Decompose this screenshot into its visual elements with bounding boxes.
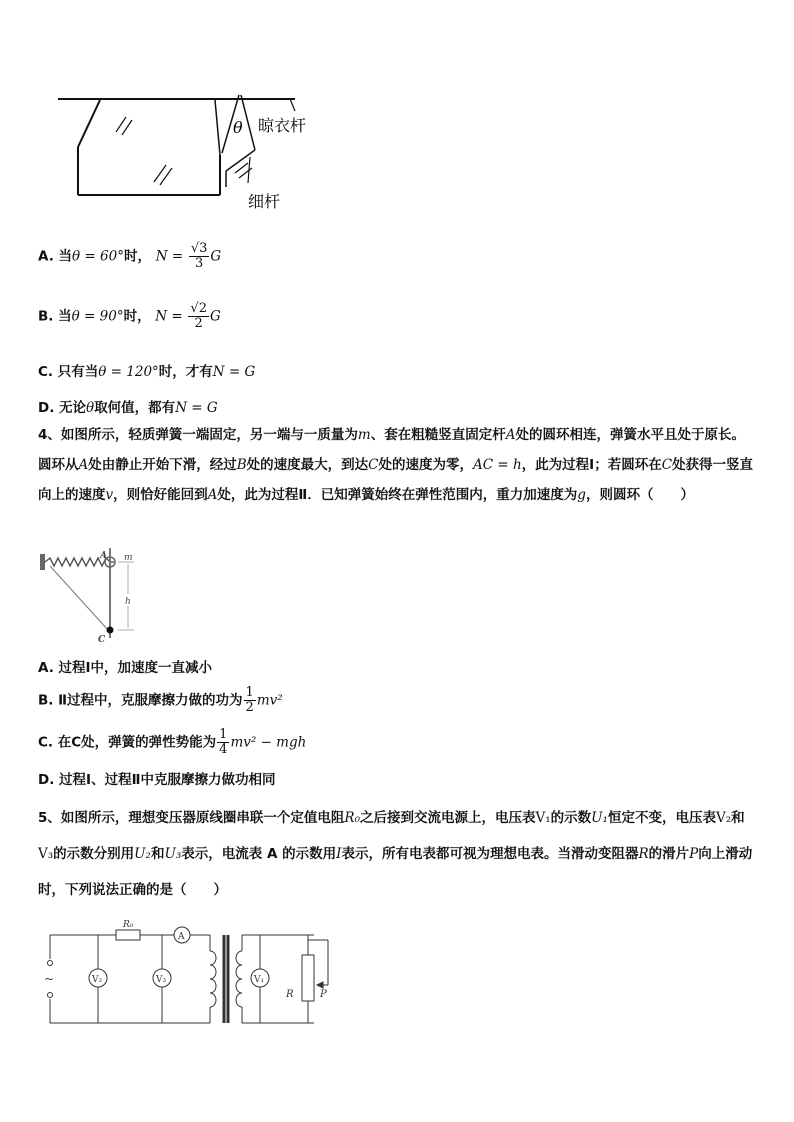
label-r: R [286, 989, 294, 1000]
q3-option-d[interactable]: D. 无论θ取何值，都有N = G [38, 400, 218, 416]
ac-source-icon: ~ [44, 972, 55, 986]
label-p: P [320, 989, 327, 1000]
q4-option-b[interactable]: B. Ⅱ过程中，克服摩擦力做的功为 $\frac{1}{2}$ mv² [38, 685, 283, 715]
rod-label: 细杆 [248, 192, 281, 211]
q4-option-d[interactable]: D. 过程Ⅰ、过程Ⅱ中克服摩擦力做功相同 [38, 772, 276, 788]
label-h: h [125, 597, 131, 607]
q3-option-a[interactable]: A. 当θ = 60°时， N = $\frac{√3}{3}$ G [38, 241, 222, 271]
fraction: $\frac{1}{2}$ [245, 685, 254, 715]
spring-ring-figure [38, 548, 148, 648]
clothes-rail-figure [50, 85, 307, 215]
label-v3: V₃ [156, 975, 167, 985]
fraction: $\frac{1}{4}$ [219, 727, 228, 757]
question-5-stem: 5、如图所示，理想变压器原线圈串联一个定值电阻R₀之后接到交流电源上，电压表V₁的示数U₁恒定不变，电压表V₂和V₃的示数分别用U₂和U₃表示，电流表 A 的示数用I表示，所有电表都可视为理想电表。当滑动变阻器R的滑片P向上滑动时，下列说法正确的是（ ） [38, 810, 753, 898]
label-v2: V₂ [92, 975, 103, 985]
label-v1: V₁ [254, 975, 265, 985]
label-ammeter: A [178, 932, 185, 942]
rail-label: 晾衣杆 [258, 116, 307, 135]
label-c: C [98, 635, 106, 645]
label-m: m [124, 553, 133, 563]
q3-option-b[interactable]: B. 当θ = 90°时， N = $\frac{√2}{2}$ G [38, 301, 221, 331]
label-a: A [100, 551, 107, 561]
transformer-circuit [38, 915, 338, 1030]
theta-label: θ [233, 118, 243, 137]
q4-option-a[interactable]: A. 过程Ⅰ中，加速度一直减小 [38, 660, 213, 676]
q3-option-c[interactable]: C. 只有当θ = 120°时，才有N = G [38, 364, 256, 380]
label-r0: R₀ [123, 920, 134, 930]
question-4-stem: 4、如图所示，轻质弹簧一端固定，另一端与一质量为m、套在粗糙竖直固定杆A处的圆环相连，弹簧水平且处于原长。圆环从A处由静止开始下滑，经过B处的速度最大，到达C处的速度为零，AC = h，此为过程Ⅰ；若圆环在C处获得一竖直向上的速度v，则恰好能回到A处，此为过程Ⅱ．已知弹簧始终在弹性范围内，重力加速度为g，则圆环（ ） [38, 427, 754, 503]
fraction: $\frac{√2}{2}$ [190, 301, 207, 331]
fraction: $\frac{√3}{3}$ [190, 241, 208, 271]
q4-option-c[interactable]: C. 在C处，弹簧的弹性势能为 $\frac{1}{4}$ mv² − mgh [38, 727, 307, 757]
